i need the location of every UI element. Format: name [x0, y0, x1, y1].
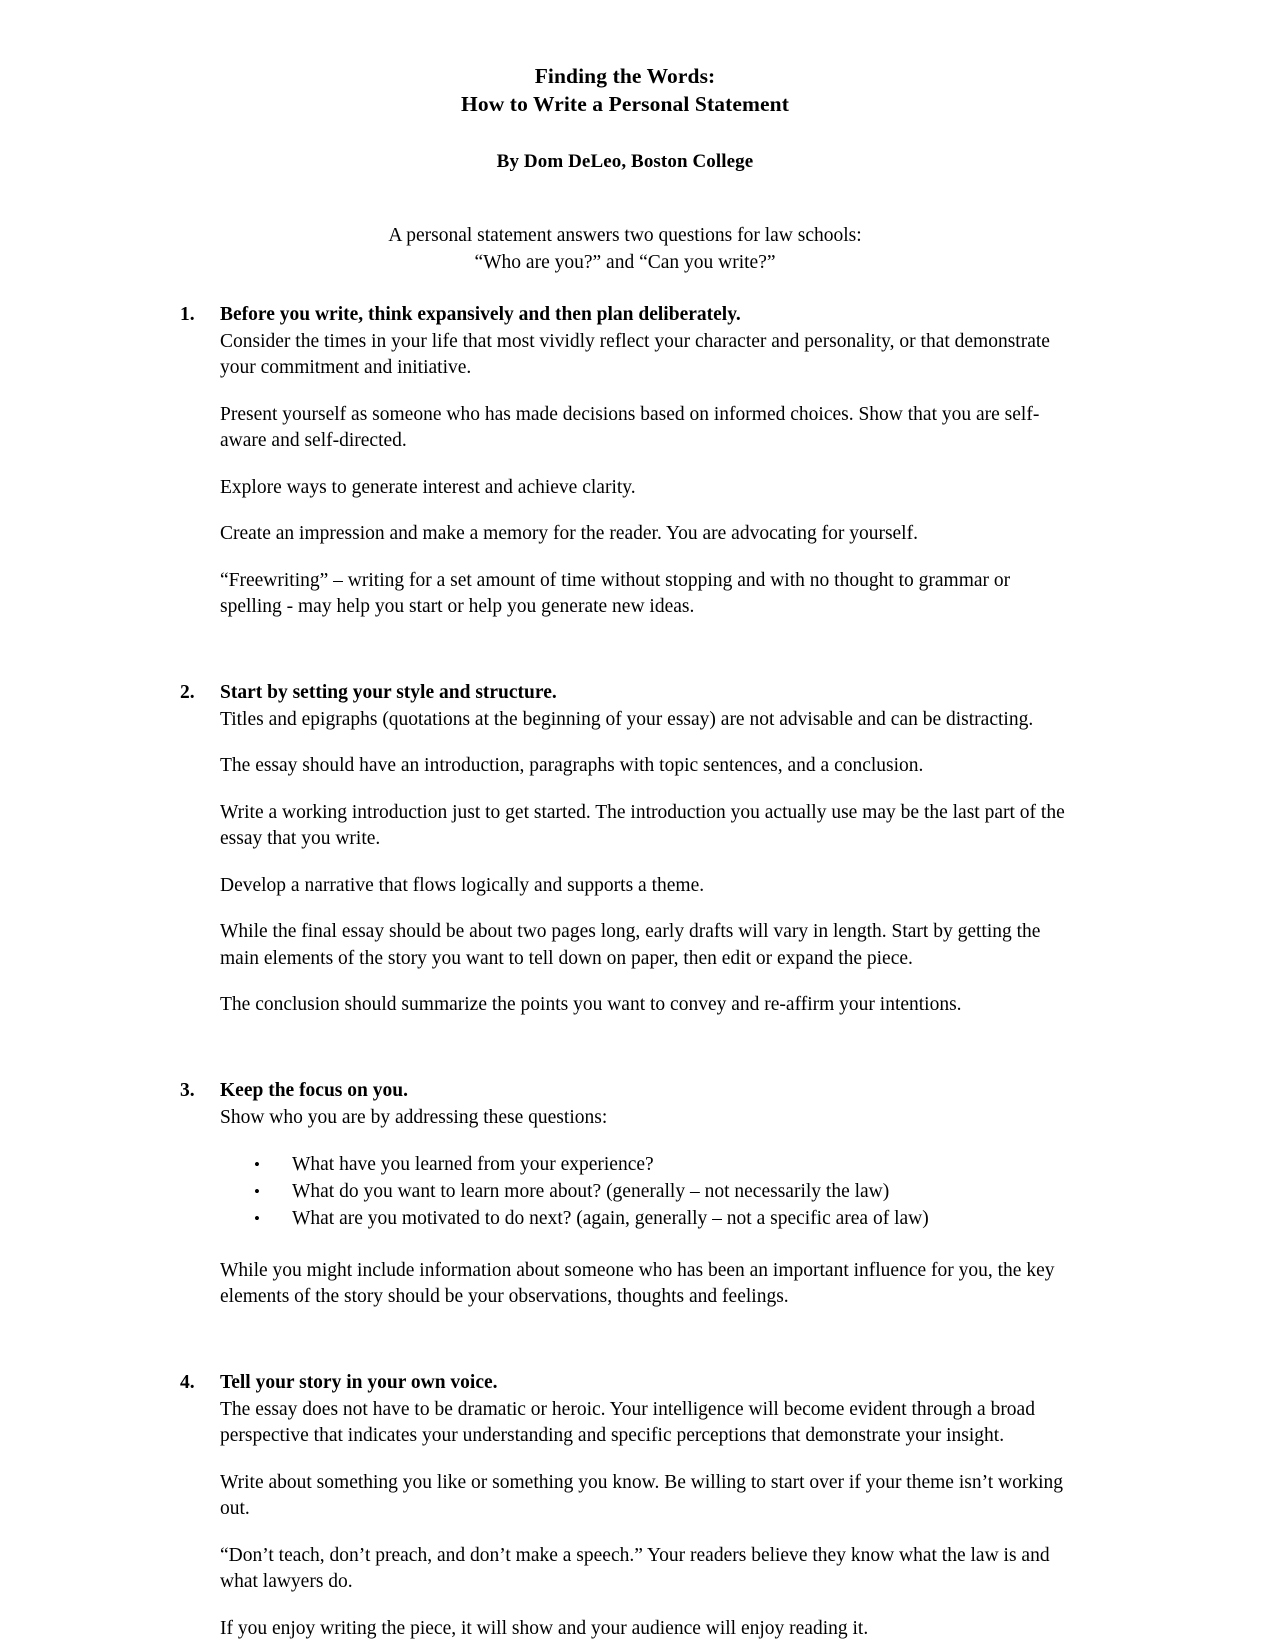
- byline: By Dom DeLeo, Boston College: [496, 151, 754, 172]
- list-item-4: [180, 1370, 1070, 1642]
- section-spacer-1: [180, 640, 1070, 680]
- item-4-number: 4.: [180, 1372, 195, 1393]
- item-1-heading: [180, 302, 1070, 329]
- intro-line-2: “Who are you?” and “Can you write?”: [474, 251, 776, 273]
- item-3-bullet-list: [220, 1151, 1070, 1232]
- item-3-lead-text: Show who you are by addressing these questions:: [220, 1106, 608, 1128]
- item-2-paragraph-5: While the final essay should be about two pages long, early drafts will vary in length. Start by getting the main elements of the story you want to tell down on paper, then edit or expand the piece.: [220, 921, 1041, 969]
- bullet-text: What do you want to learn more about? (generally – not necessarily the law): [292, 1180, 890, 1202]
- item-4-paragraph-1: The essay does not have to be dramatic or heroic. Your intelligence will become evident through a broad perspective that indicates your understanding and specific perceptions that demonstrate your insight.: [220, 1398, 1035, 1446]
- item-1-paragraph-5: “Freewriting” – writing for a set amount of time without stopping and with no thought to grammar or spelling - may help you start or help you generate new ideas.: [220, 569, 1011, 617]
- item-3-title: Keep the focus on you.: [220, 1080, 408, 1101]
- item-2-paragraph-6: The conclusion should summarize the points you want to convey and re-affirm your intentions.: [220, 994, 962, 1015]
- item-3-heading: [180, 1078, 1070, 1105]
- list-item-3: [180, 1078, 1070, 1311]
- item-4-heading: [180, 1370, 1070, 1397]
- item-1-paragraph-3: Explore ways to generate interest and achieve clarity.: [220, 476, 636, 498]
- section-spacer-2: [180, 1038, 1070, 1078]
- bullet-icon: •: [254, 1208, 260, 1228]
- item-2-paragraph-1: Titles and epigraphs (quotations at the beginning of your essay) are not advisable and can be distracting.: [220, 708, 1034, 730]
- section-spacer-3: [180, 1330, 1070, 1370]
- item-3-paragraph-1: While you might include information about someone who has been an important influence for you, the key elements of the story should be your observations, thoughts and feelings.: [220, 1259, 1055, 1307]
- title-line-1: Finding the Words:: [534, 64, 716, 88]
- item-4-paragraph-3: “Don’t teach, don’t preach, and don’t make a speech.” Your readers believe they know what the law is and what lawyers do.: [220, 1544, 1050, 1592]
- bullet-text: What have you learned from your experience?: [292, 1153, 654, 1175]
- item-2-paragraph-4: Develop a narrative that flows logically and supports a theme.: [220, 874, 705, 896]
- item-1-paragraph-4: Create an impression and make a memory for the reader. You are advocating for yourself.: [220, 523, 918, 544]
- item-2-title: Start by setting your style and structure.: [220, 682, 557, 703]
- page-title: [180, 62, 1070, 118]
- bullet-text: What are you motivated to do next? (again, generally – not a specific area of law): [292, 1207, 929, 1229]
- item-3-number: 3.: [180, 1080, 195, 1101]
- item-2-number: 2.: [180, 682, 195, 703]
- item-1-paragraph-1: Consider the times in your life that most vividly reflect your character and personality, or that demonstrate your commitment and initiative.: [220, 330, 1050, 378]
- item-2-paragraph-3: Write a working introduction just to get started. The introduction you actually use may be the last part of the essay that you write.: [220, 801, 1065, 849]
- list-item: [254, 1178, 1070, 1205]
- bullet-list-spacer: [180, 1232, 1070, 1258]
- bullet-icon: •: [254, 1154, 260, 1174]
- item-2-paragraph-2: The essay should have an introduction, paragraphs with topic sentences, and a conclusion.: [220, 755, 924, 776]
- list-item-2: [180, 680, 1070, 1019]
- item-4-paragraph-4: If you enjoy writing the piece, it will show and your audience will enjoy reading it.: [220, 1617, 869, 1639]
- list-item: [254, 1205, 1070, 1232]
- title-line-2: How to Write a Personal Statement: [461, 92, 789, 116]
- item-4-title: Tell your story in your own voice.: [220, 1372, 498, 1393]
- item-1-paragraph-2: Present yourself as someone who has made decisions based on informed choices. Show that you are self-aware and self-directed.: [220, 403, 1040, 451]
- item-4-paragraph-2: Write about something you like or something you know. Be willing to start over if your theme isn’t working out.: [220, 1471, 1064, 1519]
- list-item-1: [180, 302, 1070, 621]
- item-1-title: Before you write, think expansively and then plan deliberately.: [220, 304, 741, 325]
- bullet-icon: •: [254, 1181, 260, 1201]
- item-1-number: 1.: [180, 304, 195, 325]
- item-2-heading: [180, 680, 1070, 707]
- list-item: [254, 1151, 1070, 1178]
- intro-line-1: A personal statement answers two questions for law schools:: [388, 225, 862, 246]
- intro-block: [180, 223, 1070, 276]
